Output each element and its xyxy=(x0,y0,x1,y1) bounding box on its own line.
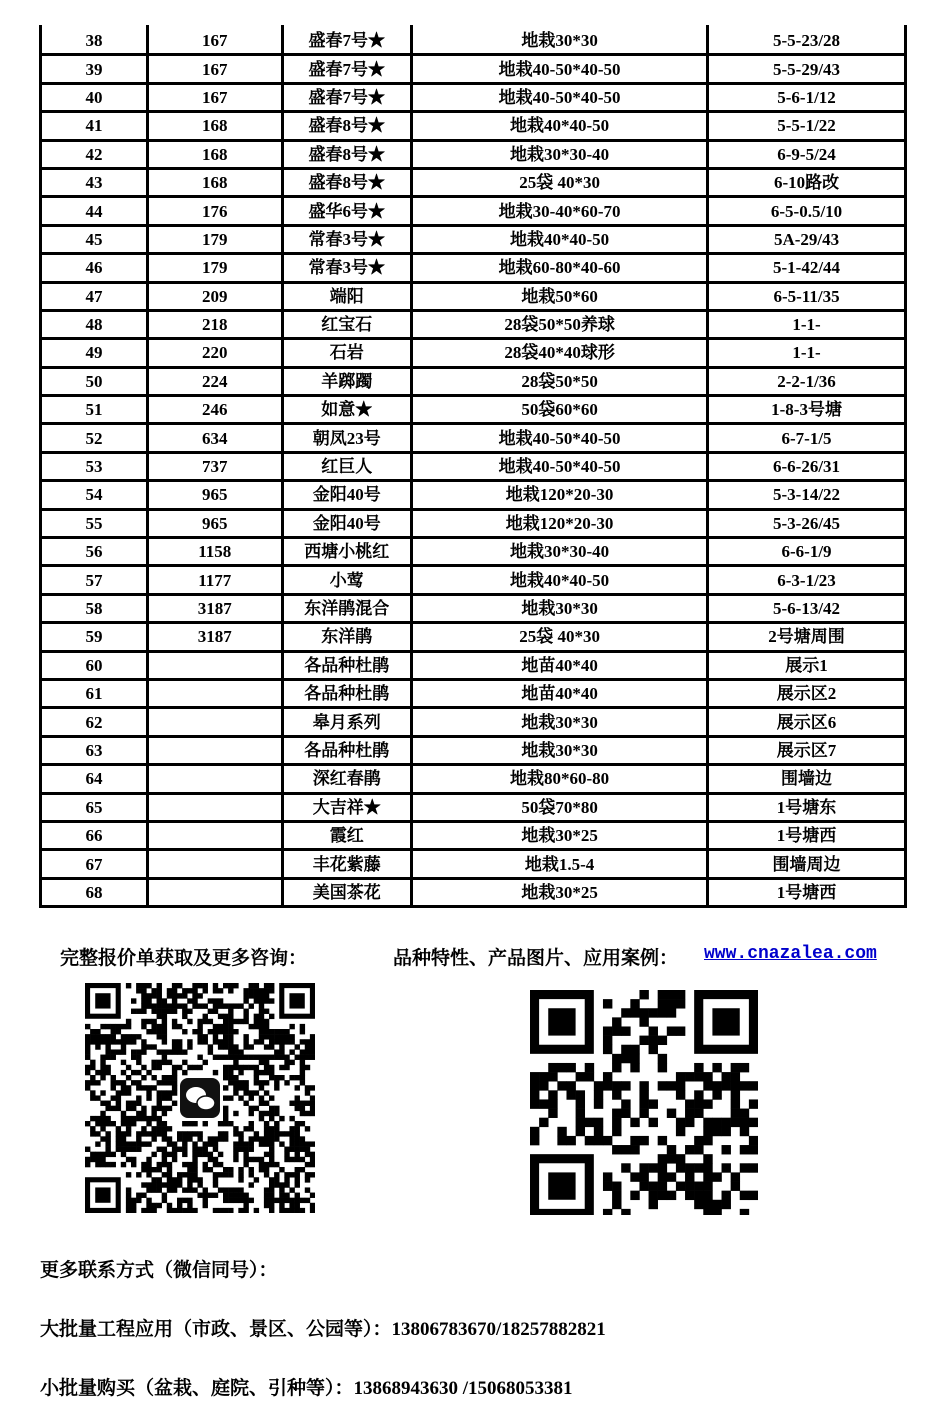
variety-cell: 朝凤23号 xyxy=(282,424,412,452)
table-row xyxy=(41,821,906,849)
row-number-cell: 48 xyxy=(41,310,148,338)
row-number-cell: 60 xyxy=(41,651,148,679)
row-number-cell: 53 xyxy=(41,452,148,480)
variety-cell: 丰花紫藤 xyxy=(282,850,412,878)
spec-cell: 地栽40-50*40-50 xyxy=(412,83,708,111)
variety-cell: 盛春7号★ xyxy=(282,55,412,83)
spec-cell: 地栽40*40-50 xyxy=(412,112,708,140)
spec-cell: 地栽30*30 xyxy=(412,594,708,622)
spec-cell: 地苗40*40 xyxy=(412,651,708,679)
row-number-cell: 62 xyxy=(41,708,148,736)
location-cell: 展示区7 xyxy=(708,736,906,764)
row-number-cell: 42 xyxy=(41,140,148,168)
row-number-cell: 54 xyxy=(41,481,148,509)
location-cell: 6-3-1/23 xyxy=(708,566,906,594)
code-cell: 218 xyxy=(147,310,282,338)
spec-cell: 地栽50*60 xyxy=(412,282,708,310)
variety-cell: 金阳40号 xyxy=(282,481,412,509)
variety-cell: 石岩 xyxy=(282,339,412,367)
code-cell xyxy=(147,736,282,764)
table-row xyxy=(41,452,906,480)
table-row xyxy=(41,850,906,878)
row-number-cell: 43 xyxy=(41,168,148,196)
row-number-cell: 67 xyxy=(41,850,148,878)
variety-cell: 东洋鹃 xyxy=(282,623,412,651)
table-row xyxy=(41,25,906,55)
variety-cell: 常春3号★ xyxy=(282,254,412,282)
table-row xyxy=(41,651,906,679)
variety-cell: 羊踯躅 xyxy=(282,367,412,395)
row-number-cell: 66 xyxy=(41,821,148,849)
variety-cell: 盛华6号★ xyxy=(282,197,412,225)
table-row xyxy=(41,254,906,282)
code-cell: 634 xyxy=(147,424,282,452)
spec-cell: 地栽1.5-4 xyxy=(412,850,708,878)
contact-title: 更多联系方式（微信同号）： xyxy=(40,1260,278,1281)
spec-cell: 地栽40-50*40-50 xyxy=(412,424,708,452)
location-cell: 5-3-26/45 xyxy=(708,509,906,537)
table-row xyxy=(41,367,906,395)
table-row xyxy=(41,168,906,196)
variety-cell: 盛春8号★ xyxy=(282,168,412,196)
code-cell xyxy=(147,878,282,906)
variety-cell: 小莺 xyxy=(282,566,412,594)
variety-cell: 盛春7号★ xyxy=(282,83,412,111)
variety-cell: 皋月系列 xyxy=(282,708,412,736)
spec-cell: 地栽30*30 xyxy=(412,25,708,55)
spec-cell: 地栽30*25 xyxy=(412,821,708,849)
table-row xyxy=(41,197,906,225)
row-number-cell: 51 xyxy=(41,396,148,424)
spec-cell: 25袋 40*30 xyxy=(412,623,708,651)
code-cell xyxy=(147,793,282,821)
table-row xyxy=(41,339,906,367)
table-row xyxy=(41,310,906,338)
row-number-cell: 39 xyxy=(41,55,148,83)
code-cell: 168 xyxy=(147,168,282,196)
row-number-cell: 45 xyxy=(41,225,148,253)
row-number-cell: 44 xyxy=(41,197,148,225)
location-cell: 5A-29/43 xyxy=(708,225,906,253)
table-row xyxy=(41,623,906,651)
variety-cell: 红巨人 xyxy=(282,452,412,480)
location-cell: 5-5-23/28 xyxy=(708,25,906,55)
spec-cell: 地栽120*20-30 xyxy=(412,481,708,509)
code-cell: 179 xyxy=(147,225,282,253)
code-cell: 167 xyxy=(147,83,282,111)
location-cell: 1-1- xyxy=(708,339,906,367)
variety-cell: 如意★ xyxy=(282,396,412,424)
table-row xyxy=(41,538,906,566)
variety-cell: 红宝石 xyxy=(282,310,412,338)
location-cell: 6-5-0.5/10 xyxy=(708,197,906,225)
row-number-cell: 52 xyxy=(41,424,148,452)
bulk-contact: 大批量工程应用（市政、景区、公园等）：13806783670/18257882821 xyxy=(40,1319,606,1340)
row-number-cell: 61 xyxy=(41,679,148,707)
location-cell: 5-1-42/44 xyxy=(708,254,906,282)
row-number-cell: 57 xyxy=(41,566,148,594)
variety-cell: 盛春7号★ xyxy=(282,25,412,55)
table-row xyxy=(41,708,906,736)
code-cell xyxy=(147,651,282,679)
spec-cell: 地栽80*60-80 xyxy=(412,765,708,793)
table-row xyxy=(41,736,906,764)
location-cell: 5-6-1/12 xyxy=(708,83,906,111)
price-table xyxy=(39,25,907,908)
row-number-cell: 47 xyxy=(41,282,148,310)
location-cell: 1-8-3号塘 xyxy=(708,396,906,424)
code-cell xyxy=(147,850,282,878)
table-row xyxy=(41,566,906,594)
row-number-cell: 49 xyxy=(41,339,148,367)
location-cell: 6-5-11/35 xyxy=(708,282,906,310)
row-number-cell: 59 xyxy=(41,623,148,651)
variety-cell: 盛春8号★ xyxy=(282,112,412,140)
spec-cell: 地栽40*40-50 xyxy=(412,225,708,253)
variety-cell: 端阳 xyxy=(282,282,412,310)
code-cell: 179 xyxy=(147,254,282,282)
code-cell: 965 xyxy=(147,481,282,509)
spec-cell: 地栽30*30 xyxy=(412,736,708,764)
location-cell: 6-6-1/9 xyxy=(708,538,906,566)
spec-cell: 50袋70*80 xyxy=(412,793,708,821)
table-row xyxy=(41,509,906,537)
location-cell: 6-10路改 xyxy=(708,168,906,196)
variety-cell: 东洋鹃混合 xyxy=(282,594,412,622)
row-number-cell: 50 xyxy=(41,367,148,395)
spec-cell: 地栽30-40*60-70 xyxy=(412,197,708,225)
table-row xyxy=(41,140,906,168)
code-cell xyxy=(147,765,282,793)
location-cell: 6-9-5/24 xyxy=(708,140,906,168)
code-cell: 220 xyxy=(147,339,282,367)
location-cell: 展示区2 xyxy=(708,679,906,707)
table-row xyxy=(41,55,906,83)
spec-cell: 地栽120*20-30 xyxy=(412,509,708,537)
code-cell: 176 xyxy=(147,197,282,225)
table-row xyxy=(41,481,906,509)
location-cell: 5-5-29/43 xyxy=(708,55,906,83)
spec-cell: 地栽30*30 xyxy=(412,708,708,736)
code-cell xyxy=(147,679,282,707)
table-row xyxy=(41,594,906,622)
row-number-cell: 68 xyxy=(41,878,148,906)
location-cell: 围墙边 xyxy=(708,765,906,793)
quote-label: 完整报价单获取及更多咨询： xyxy=(60,948,308,969)
spec-cell: 地栽30*30-40 xyxy=(412,538,708,566)
table-row xyxy=(41,878,906,906)
variety-cell: 深红春鹃 xyxy=(282,765,412,793)
location-cell: 6-7-1/5 xyxy=(708,424,906,452)
spec-cell: 28袋40*40球形 xyxy=(412,339,708,367)
variety-cell: 各品种杜鹃 xyxy=(282,736,412,764)
location-cell: 6-6-26/31 xyxy=(708,452,906,480)
spec-cell: 25袋 40*30 xyxy=(412,168,708,196)
code-cell: 246 xyxy=(147,396,282,424)
variety-cell: 常春3号★ xyxy=(282,225,412,253)
variety-cell: 各品种杜鹃 xyxy=(282,679,412,707)
row-number-cell: 40 xyxy=(41,83,148,111)
code-cell: 224 xyxy=(147,367,282,395)
table-row xyxy=(41,679,906,707)
table-row xyxy=(41,793,906,821)
spec-cell: 地苗40*40 xyxy=(412,679,708,707)
code-cell: 167 xyxy=(147,25,282,55)
location-cell: 1-1- xyxy=(708,310,906,338)
location-cell: 围墙周边 xyxy=(708,850,906,878)
location-cell: 5-5-1/22 xyxy=(708,112,906,140)
website-link[interactable]: www.cnazalea.com xyxy=(704,944,877,964)
spec-cell: 地栽40-50*40-50 xyxy=(412,55,708,83)
code-cell: 3187 xyxy=(147,594,282,622)
table-row xyxy=(41,225,906,253)
code-cell: 168 xyxy=(147,112,282,140)
table-row xyxy=(41,112,906,140)
location-cell: 2号塘周围 xyxy=(708,623,906,651)
code-cell: 3187 xyxy=(147,623,282,651)
variety-cell: 西塘小桃红 xyxy=(282,538,412,566)
code-cell: 965 xyxy=(147,509,282,537)
spec-cell: 地栽40-50*40-50 xyxy=(412,452,708,480)
code-cell: 737 xyxy=(147,452,282,480)
row-number-cell: 56 xyxy=(41,538,148,566)
table-row xyxy=(41,396,906,424)
code-cell xyxy=(147,708,282,736)
row-number-cell: 63 xyxy=(41,736,148,764)
location-cell: 1号塘西 xyxy=(708,878,906,906)
variety-cell: 各品种杜鹃 xyxy=(282,651,412,679)
table-row xyxy=(41,765,906,793)
row-number-cell: 41 xyxy=(41,112,148,140)
location-cell: 1号塘西 xyxy=(708,821,906,849)
variety-cell: 霞红 xyxy=(282,821,412,849)
spec-cell: 地栽60-80*40-60 xyxy=(412,254,708,282)
row-number-cell: 64 xyxy=(41,765,148,793)
spec-cell: 28袋50*50 xyxy=(412,367,708,395)
row-number-cell: 46 xyxy=(41,254,148,282)
spec-cell: 地栽30*25 xyxy=(412,878,708,906)
info-label: 品种特性、产品图片、应用案例： xyxy=(393,948,679,969)
code-cell: 167 xyxy=(147,55,282,83)
spec-cell: 地栽40*40-50 xyxy=(412,566,708,594)
location-cell: 展示1 xyxy=(708,651,906,679)
table-row xyxy=(41,83,906,111)
row-number-cell: 55 xyxy=(41,509,148,537)
variety-cell: 美国茶花 xyxy=(282,878,412,906)
small-contact: 小批量购买（盆栽、庭院、引种等）：13868943630 /15068053381 xyxy=(40,1378,573,1399)
location-cell: 1号塘东 xyxy=(708,793,906,821)
wechat-qr-code xyxy=(85,983,315,1213)
row-number-cell: 65 xyxy=(41,793,148,821)
code-cell xyxy=(147,821,282,849)
code-cell: 168 xyxy=(147,140,282,168)
variety-cell: 金阳40号 xyxy=(282,509,412,537)
spec-cell: 地栽30*30-40 xyxy=(412,140,708,168)
variety-cell: 盛春8号★ xyxy=(282,140,412,168)
row-number-cell: 38 xyxy=(41,25,148,55)
location-cell: 展示区6 xyxy=(708,708,906,736)
location-cell: 5-3-14/22 xyxy=(708,481,906,509)
table-row xyxy=(41,424,906,452)
code-cell: 209 xyxy=(147,282,282,310)
spec-cell: 50袋60*60 xyxy=(412,396,708,424)
spec-cell: 28袋50*50养球 xyxy=(412,310,708,338)
code-cell: 1177 xyxy=(147,566,282,594)
variety-cell: 大吉祥★ xyxy=(282,793,412,821)
website-qr-code xyxy=(530,990,758,1215)
location-cell: 5-6-13/42 xyxy=(708,594,906,622)
row-number-cell: 58 xyxy=(41,594,148,622)
location-cell: 2-2-1/36 xyxy=(708,367,906,395)
code-cell: 1158 xyxy=(147,538,282,566)
table-row xyxy=(41,282,906,310)
